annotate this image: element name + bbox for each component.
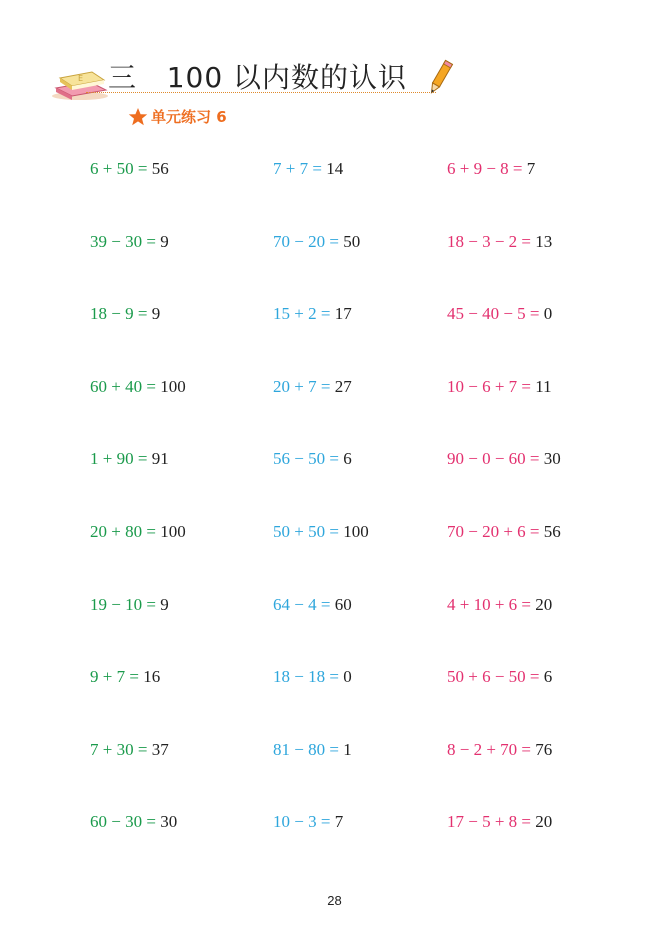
equation-answer: 91	[151, 449, 169, 468]
equation-answer: 6	[543, 667, 553, 686]
equation-expression: 60 − 30 =	[90, 812, 161, 831]
equation-expression: 56 − 50 =	[273, 449, 344, 468]
equation-answer: 20	[535, 812, 553, 831]
equation-answer: 50	[343, 232, 361, 251]
equation-expression: 4 + 10 + 6 =	[447, 595, 536, 614]
equation-expression: 90 − 0 − 60 =	[447, 449, 544, 468]
equation-r9-c3	[447, 740, 552, 760]
equation-answer: 14	[326, 159, 344, 178]
equation-r7-c3	[447, 595, 552, 615]
equation-answer: 20	[535, 595, 553, 614]
equation-answer: 7	[526, 159, 536, 178]
page-number: 28	[327, 893, 342, 908]
equation-r9-c2	[273, 740, 352, 760]
equation-r8-c3	[447, 667, 552, 687]
equation-r7-c2	[273, 595, 352, 615]
equation-expression: 45 − 40 − 5 =	[447, 304, 544, 323]
equation-expression: 81 − 80 =	[273, 740, 344, 759]
equation-expression: 8 − 2 + 70 =	[447, 740, 536, 759]
equation-r3-c1	[90, 304, 160, 324]
equation-answer: 0	[543, 304, 553, 323]
equation-answer: 37	[151, 740, 169, 759]
equation-answer: 9	[151, 304, 161, 323]
equation-expression: 18 − 3 − 2 =	[447, 232, 536, 251]
equation-expression: 70 − 20 =	[273, 232, 344, 251]
equation-answer: 9	[160, 232, 169, 251]
equation-expression: 18 − 18 =	[273, 667, 344, 686]
equation-answer: 30	[160, 812, 178, 831]
section-title: 单元练习 6	[151, 108, 227, 126]
equation-r5-c2	[273, 449, 352, 469]
equation-expression: 60 + 40 =	[90, 377, 161, 396]
equation-r10-c3	[447, 812, 552, 832]
equation-answer: 1	[343, 740, 352, 759]
equation-r2-c1	[90, 232, 169, 252]
equation-r9-c1	[90, 740, 169, 760]
equation-expression: 6 + 50 =	[90, 159, 152, 178]
equation-r1-c3	[447, 159, 535, 179]
equation-expression: 15 + 2 =	[273, 304, 335, 323]
equation-answer: 0	[343, 667, 352, 686]
equation-answer: 6	[343, 449, 352, 468]
equation-expression: 9 + 7 =	[90, 667, 144, 686]
equation-answer: 76	[535, 740, 553, 759]
equation-r7-c1	[90, 595, 169, 615]
equation-expression: 20 + 80 =	[90, 522, 161, 541]
equation-expression: 50 + 6 − 50 =	[447, 667, 544, 686]
equation-answer: 16	[143, 667, 161, 686]
equation-r3-c2	[273, 304, 352, 324]
equation-expression: 39 − 30 =	[90, 232, 161, 251]
equation-expression: 1 + 90 =	[90, 449, 152, 468]
equation-expression: 17 − 5 + 8 =	[447, 812, 536, 831]
equation-expression: 20 + 7 =	[273, 377, 335, 396]
equation-expression: 10 − 3 =	[273, 812, 335, 831]
equation-answer: 13	[535, 232, 553, 251]
equation-r10-c2	[273, 812, 343, 832]
equation-r2-c3	[447, 232, 552, 252]
equation-answer: 11	[535, 377, 552, 396]
equation-expression: 10 − 6 + 7 =	[447, 377, 536, 396]
equation-answer: 56	[151, 159, 169, 178]
chapter-title: 三 100 以内数的认识	[108, 61, 408, 94]
equation-answer: 27	[334, 377, 352, 396]
equation-r5-c1	[90, 449, 169, 469]
equation-r8-c1	[90, 667, 160, 687]
svg-text:E: E	[78, 74, 84, 83]
equation-expression: 19 − 10 =	[90, 595, 161, 614]
equation-answer: 9	[160, 595, 169, 614]
equation-r6-c1	[90, 522, 186, 542]
equation-expression: 7 + 7 =	[273, 159, 327, 178]
equation-r3-c3	[447, 304, 552, 324]
equation-expression: 64 − 4 =	[273, 595, 335, 614]
equation-answer: 60	[334, 595, 352, 614]
equation-answer: 17	[334, 304, 352, 323]
equation-r10-c1	[90, 812, 177, 832]
equation-expression: 18 − 9 =	[90, 304, 152, 323]
equation-answer: 100	[343, 522, 369, 541]
equation-r6-c3	[447, 522, 561, 542]
equation-answer: 30	[543, 449, 561, 468]
equation-answer: 56	[543, 522, 561, 541]
equation-r4-c1	[90, 377, 186, 397]
equation-r1-c2	[273, 159, 343, 179]
equation-expression: 50 + 50 =	[273, 522, 344, 541]
equation-expression: 7 + 30 =	[90, 740, 152, 759]
equation-answer: 100	[160, 522, 186, 541]
equation-r1-c1	[90, 159, 169, 179]
equation-r5-c3	[447, 449, 561, 469]
equation-expression: 6 + 9 − 8 =	[447, 159, 527, 178]
equation-expression: 70 − 20 + 6 =	[447, 522, 544, 541]
equation-answer: 100	[160, 377, 186, 396]
equation-r8-c2	[273, 667, 352, 687]
equation-r6-c2	[273, 522, 369, 542]
equation-r2-c2	[273, 232, 360, 252]
equation-r4-c2	[273, 377, 352, 397]
equation-r4-c3	[447, 377, 552, 397]
equation-answer: 7	[334, 812, 344, 831]
